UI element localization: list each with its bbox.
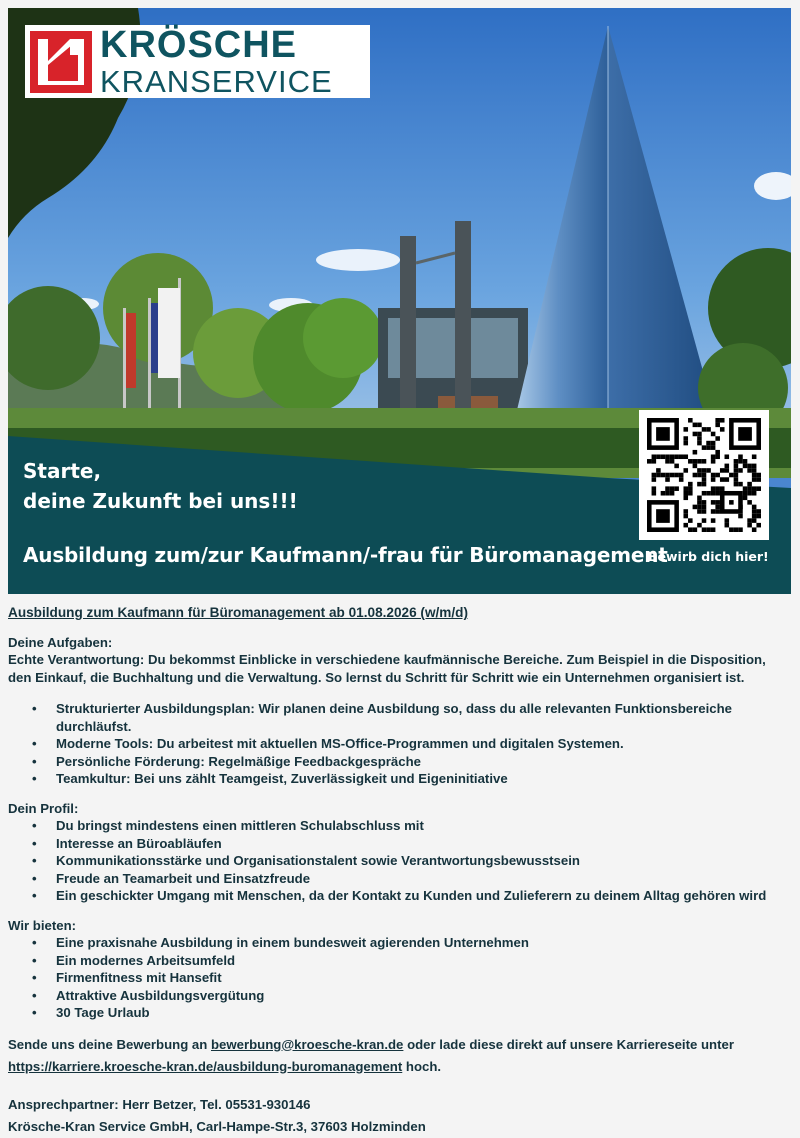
aufgaben-list	[8, 700, 792, 788]
job-title: Ausbildung zum Kaufmann für Büromanagement ab 01.08.2026 (w/m/d)	[8, 605, 468, 620]
email-link[interactable]: bewerbung@kroesche-kran.de	[210, 1036, 404, 1052]
aufgaben-intro: Echte Verantwortung: Du bekommst Einblicke in verschiedene kaufmännische Bereiche. Zum Beispiel in die Disposition, den Einkauf, die Buchhaltung und die Verwaltung. So lernst du Schritt für Schritt wie ein Unternehmen organisiert ist.	[8, 652, 766, 685]
section-label-profil: Dein Profil:	[8, 800, 79, 816]
profil-list	[8, 817, 792, 905]
list-item: • Attraktive Ausbildungsvergütung	[56, 987, 792, 1005]
slogan	[23, 456, 298, 516]
list-item: • Ein modernes Arbeitsumfeld	[56, 952, 792, 970]
logo-text-line1: KRÖSCHE	[100, 24, 298, 66]
slogan-line1: Starte,	[23, 459, 102, 483]
list-item: • Interesse an Büroabläufen	[56, 835, 792, 853]
list-item: • Du bringst mindestens einen mittleren Schulabschluss mit	[56, 817, 792, 835]
logo-mark-icon	[30, 31, 92, 93]
list-item: • Ein geschickter Umgang mit Menschen, da der Kontakt zu Kunden und Zulieferern zu deinem Alltag gehören wird	[56, 887, 792, 905]
list-item: • Teamkultur: Bei uns zählt Teamgeist, Zuverlässigkeit und Eigeninitiative	[56, 770, 792, 788]
list-item: • 30 Tage Urlaub	[56, 1004, 792, 1022]
apply-paragraph	[8, 1034, 792, 1078]
list-item: • Persönliche Förderung: Regelmäßige Feedbackgespräche	[56, 753, 792, 771]
list-item: • Firmenfitness mit Hansefit	[56, 969, 792, 987]
section-label-aufgaben: Deine Aufgaben:	[8, 634, 113, 650]
apply-text-3: hoch.	[402, 1058, 442, 1074]
qr-caption: Bewirb dich hier!	[648, 549, 769, 564]
list-item: • Kommunikationsstärke und Organisationstalent sowie Verantwortungsbewusstsein	[56, 852, 792, 870]
apply-text-2: oder lade diese direkt auf unsere Karriereseite unter	[403, 1036, 734, 1052]
apply-text-1: Sende uns deine Bewerbung an	[8, 1036, 211, 1052]
contact-person: Ansprechpartner: Herr Betzer, Tel. 05531-930146	[8, 1096, 311, 1112]
header-banner	[8, 8, 791, 594]
qr-code[interactable]	[639, 410, 769, 540]
banner-headline: Ausbildung zum/zur Kaufmann/-frau für Büromanagement	[23, 543, 668, 567]
qr-code-icon	[647, 418, 761, 532]
list-item: • Eine praxisnahe Ausbildung in einem bundesweit agierenden Unternehmen	[56, 934, 792, 952]
bieten-list	[8, 934, 792, 1022]
company-logo	[25, 25, 370, 98]
logo-text-line2: KRANSERVICE	[100, 64, 333, 99]
slogan-line2: deine Zukunft bei uns!!!	[23, 489, 298, 513]
career-page-link[interactable]: https://karriere.kroesche-kran.de/ausbildung-buromanagement	[8, 1058, 403, 1074]
job-description	[8, 604, 792, 1138]
company-address: Krösche-Kran Service GmbH, Carl-Hampe-Str.3, 37603 Holzminden	[8, 1118, 426, 1134]
list-item: • Freude an Teamarbeit und Einsatzfreude	[56, 870, 792, 888]
section-label-bieten: Wir bieten:	[8, 917, 77, 933]
list-item: • Strukturierter Ausbildungsplan: Wir planen deine Ausbildung so, dass du alle relevanten Funktionsbereiche durchläufst.	[56, 700, 792, 735]
list-item: • Moderne Tools: Du arbeitest mit aktuellen MS-Office-Programmen und digitalen Systemen.	[56, 735, 792, 753]
